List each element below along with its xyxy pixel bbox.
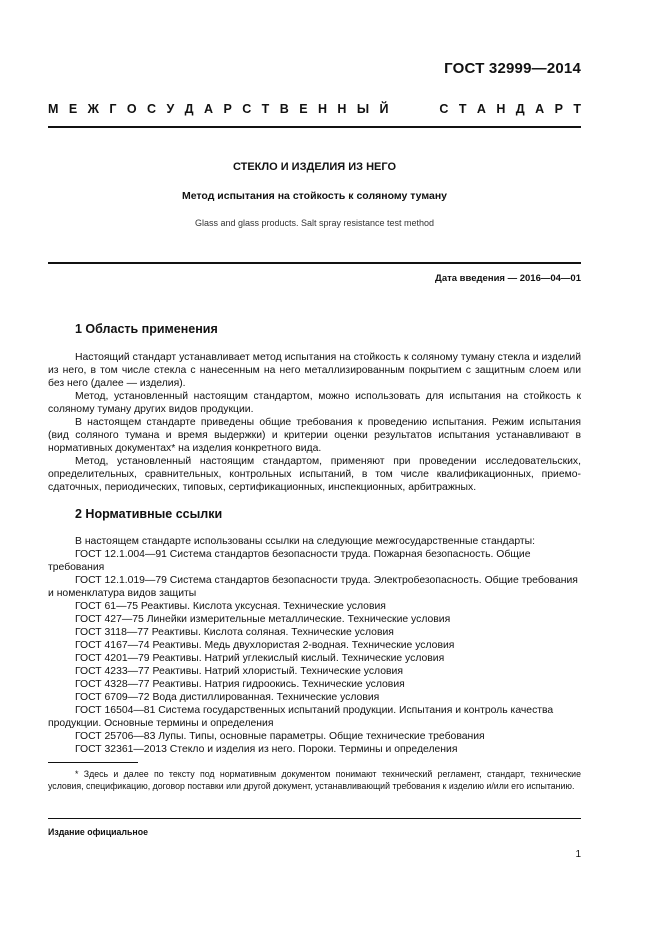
banner-letter: Р xyxy=(223,102,232,116)
banner-letter: Е xyxy=(68,102,78,116)
banner-letter: Н xyxy=(496,102,506,116)
banner-letter: В xyxy=(279,102,289,116)
reference-item: ГОСТ 4328—77 Реактивы. Натрия гидроокись. Технические условия xyxy=(75,679,405,690)
banner-letter: Н xyxy=(337,102,347,116)
banner-word-gap xyxy=(399,102,429,116)
reference-item: ГОСТ 4233—77 Реактивы. Натрий хлористый. Технические условия xyxy=(75,666,403,677)
header-divider xyxy=(48,126,581,128)
reference-item: ГОСТ 4167—74 Реактивы. Медь двухлористая 2-водная. Технические условия xyxy=(75,640,455,651)
paragraph: В настоящем стандарте использованы ссылки на следующие межгосударственные стандарты: xyxy=(75,536,536,547)
standard-number: ГОСТ 32999—2014 xyxy=(444,60,581,77)
banner-letter: М xyxy=(48,102,59,116)
reference-item: ГОСТ 32361—2013 Стекло и изделия из него. Пороки. Термины и определения xyxy=(75,744,458,755)
section-2-body xyxy=(48,535,581,756)
banner-letter: А xyxy=(476,102,486,116)
english-title: Glass and glass products. Salt spray resistance test method xyxy=(194,218,435,228)
reference-item: ГОСТ 3118—77 Реактивы. Кислота соляная. Технические условия xyxy=(75,627,394,638)
banner-letter: Ы xyxy=(356,102,370,116)
reference-item: ГОСТ 6709—72 Вода дистиллированная. Технические условия xyxy=(75,692,380,703)
paragraph: Метод, установленный настоящим стандартом, можно использовать для испытания на стойкость к соляному туману других видов продукции. xyxy=(48,391,581,415)
page-number: 1 xyxy=(575,849,581,860)
banner-letter: Е xyxy=(299,102,308,116)
banner-letter: С xyxy=(439,102,449,116)
footnote: * Здесь и далее по тексту под нормативным документом понимают технический регламент, стандарт, технические условия, спецификацию, договор поставки или другой документ, устанавливающий требования к изделию и/или его испытанию. xyxy=(48,769,581,792)
banner-letter: Т xyxy=(458,102,467,116)
paragraph: В настоящем стандарте приведены общие требования к проведению испытания. Режим испытания (вид соляного тумана и время выдержки) и критерии оценки результатов испытания устанавливают в нормативных документах* на изделия конкретного вида. xyxy=(48,417,581,454)
document-subtitle: Метод испытания на стойкость к соляному туману xyxy=(181,190,447,202)
banner-letter: Г xyxy=(109,102,117,116)
banner-letter: Т xyxy=(573,102,581,116)
reference-item: ГОСТ 12.1.004—91 Система стандартов безопасности труда. Пожарная безопасность. Общие требования xyxy=(48,549,531,573)
document-title: СТЕКЛО И ИЗДЕЛИЯ ИЗ НЕГО xyxy=(232,161,397,173)
banner-letter: А xyxy=(535,102,545,116)
banner-letter: Ж xyxy=(87,102,99,116)
section-2-heading: 2 Нормативные ссылки xyxy=(75,507,223,521)
banner-letter: Д xyxy=(184,102,194,116)
official-edition-label: Издание официальное xyxy=(48,827,148,837)
paragraph: Метод, установленный настоящим стандартом, применяют при проведении исследовательских, определительных, сравнительных, контрольных испытаний, в том числе квалификационных, приемо-сдаточных, периодических, типовых, сертификационных, инспекционных, арбитражных. xyxy=(48,456,581,493)
footer-divider xyxy=(48,818,581,819)
interstate-standard-banner xyxy=(48,102,581,116)
banner-letter: Й xyxy=(379,102,389,116)
section-1-body xyxy=(48,351,581,494)
introduction-date: Дата введения — 2016—04—01 xyxy=(435,273,581,284)
footnote-divider xyxy=(48,762,138,763)
reference-item: ГОСТ 4201—79 Реактивы. Натрий углекислый кислый. Технические условия xyxy=(75,653,445,664)
banner-letter: Н xyxy=(317,102,327,116)
section-1-heading: 1 Область применения xyxy=(75,322,218,336)
banner-letter: Д xyxy=(515,102,525,116)
reference-item: ГОСТ 25706—83 Лупы. Типы, основные параметры. Общие технические требования xyxy=(75,731,485,742)
banner-letter: У xyxy=(166,102,175,116)
reference-item: ГОСТ 16504—81 Система государственных испытаний продукции. Испытания и контроль качества продукции. Основные термины и определения xyxy=(48,705,554,729)
banner-letter: С xyxy=(147,102,157,116)
reference-item: ГОСТ 427—75 Линейки измерительные металлические. Технические условия xyxy=(75,614,451,625)
banner-letter: Т xyxy=(261,102,270,116)
banner-letter: А xyxy=(204,102,214,116)
banner-letter: О xyxy=(126,102,137,116)
title-divider xyxy=(48,262,581,264)
banner-letter: С xyxy=(242,102,252,116)
paragraph: Настоящий стандарт устанавливает метод испытания на стойкость к соляному туману стекла и изделий из него, в том числе стекла с нанесенным на него металлизированным покрытием с защитным слоем или без него (далее — изделия). xyxy=(48,352,581,389)
reference-item: ГОСТ 12.1.019—79 Система стандартов безопасности труда. Электробезопасность. Общие требования и номенклатура видов защиты xyxy=(48,575,578,599)
reference-item: ГОСТ 61—75 Реактивы. Кислота уксусная. Технические условия xyxy=(75,601,386,612)
banner-letter: Р xyxy=(554,102,563,116)
